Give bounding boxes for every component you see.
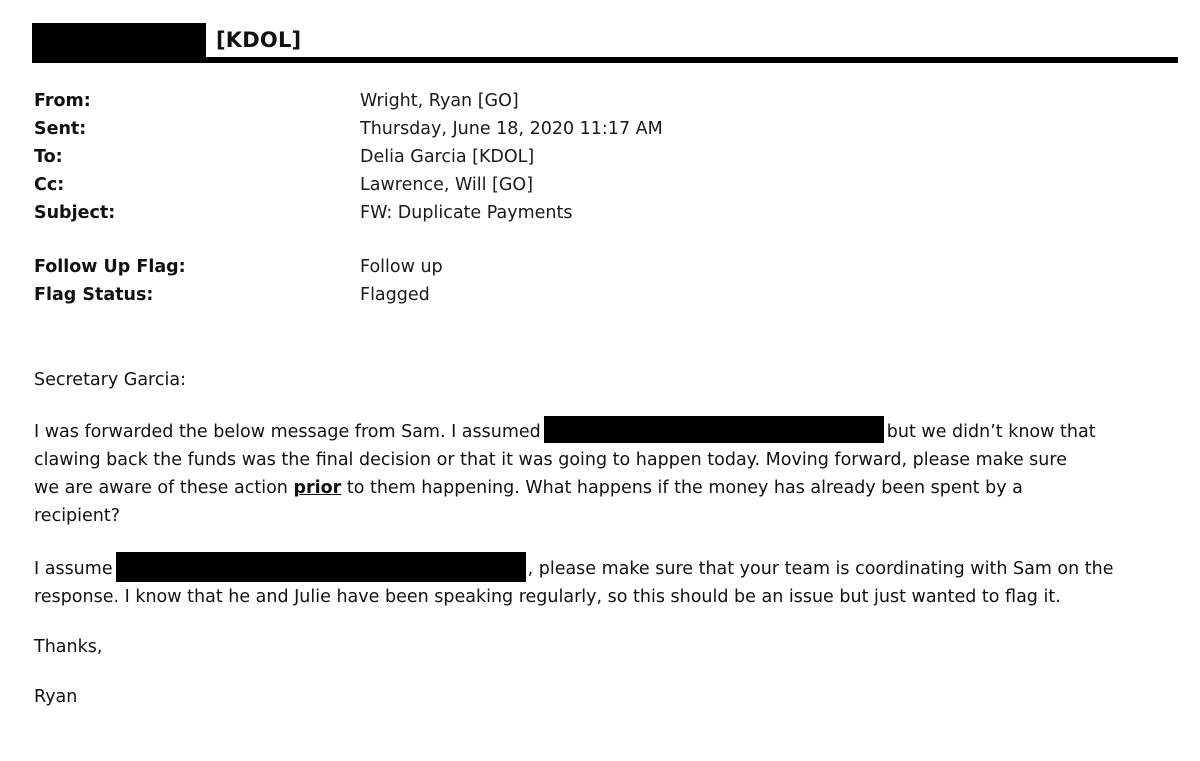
cc-value: Lawrence, Will [GO] [360, 175, 534, 195]
email-header [34, 87, 663, 309]
title-suffix: [KDOL] [216, 28, 302, 52]
paragraph-2 [34, 552, 1174, 611]
flag-status-row [34, 281, 663, 309]
subject-label: Subject: [34, 203, 116, 223]
subject-row [34, 199, 663, 227]
to-row [34, 143, 663, 171]
flag-status-value: Flagged [360, 285, 430, 305]
p2-line1-end: , please make sure that your team is coordinating with Sam on the [527, 559, 1114, 579]
paragraph-1-line-4: recipient? [34, 506, 121, 526]
p1-line1-end: but we didn’t know that [886, 422, 1096, 442]
p2-line1-start: I assume [34, 559, 113, 579]
header-spacer [34, 227, 663, 253]
redaction-box [544, 416, 884, 443]
paragraph-1-line-1 [34, 416, 1174, 446]
redaction-box [116, 552, 526, 582]
sent-value: Thursday, June 18, 2020 11:17 AM [360, 119, 663, 139]
follow-up-flag-label: Follow Up Flag: [34, 257, 186, 277]
paragraph-2-line-2: response. I know that he and Julie have been speaking regularly, so this should be an issue but just wanted to flag it. [34, 587, 1061, 607]
email-body [34, 366, 1174, 711]
p1-line3-end: to them happening. What happens if the money has already been spent by a [346, 478, 1023, 498]
subject-value: FW: Duplicate Payments [360, 203, 573, 223]
title-divider [32, 57, 1178, 63]
sent-label: Sent: [34, 119, 87, 139]
cc-row [34, 171, 663, 199]
follow-up-flag-value: Follow up [360, 257, 443, 277]
from-label: From: [34, 91, 91, 111]
from-value: Wright, Ryan [GO] [360, 91, 519, 111]
p1-line3-start: we are aware of these action [34, 478, 288, 498]
paragraph-2-line-1 [34, 552, 1174, 583]
paragraph-1-line-3 [34, 474, 1174, 502]
p1-line1-start: I was forwarded the below message from Sam. I assumed [34, 422, 541, 442]
follow-up-flag-row [34, 253, 663, 281]
paragraph-1 [34, 416, 1174, 530]
flag-status-label: Flag Status: [34, 285, 154, 305]
to-label: To: [34, 147, 63, 167]
cc-label: Cc: [34, 175, 65, 195]
signature: Ryan [34, 687, 78, 707]
paragraph-1-line-2: clawing back the funds was the final decision or that it was going to happen today. Moving forward, please make sure [34, 450, 1067, 470]
closing: Thanks, [34, 637, 103, 657]
sent-row [34, 115, 663, 143]
to-value: Delia Garcia [KDOL] [360, 147, 535, 167]
greeting: Secretary Garcia: [34, 370, 186, 390]
redaction-box [32, 23, 206, 58]
emphasis-prior: prior [293, 478, 342, 498]
from-row [34, 87, 663, 115]
